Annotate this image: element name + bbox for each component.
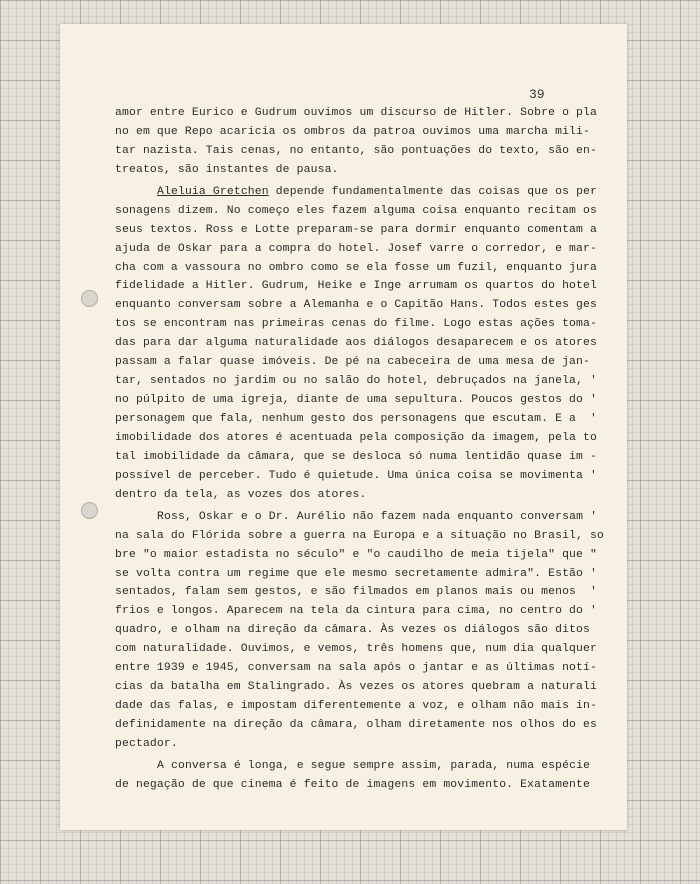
text-line: com naturalidade. Ouvimos, e vemos, três homens que, num dia qualquer (115, 643, 597, 656)
text-line (115, 183, 620, 202)
text-line: personagem que fala, nenhum gesto dos personagens que escutam. E a ' (115, 413, 597, 425)
punch-hole-top (81, 290, 98, 307)
text-line: sentados, falam sem gestos, e são filmados em planos mais ou menos ' (115, 586, 597, 599)
film-title: Aleluia Gretchen (157, 185, 269, 198)
text-line: tar, sentados no jardim ou no salão do hotel, debruçados na janela, ' (115, 375, 597, 388)
page-number: 39 (529, 87, 545, 102)
paragraph-3 (115, 508, 620, 754)
text-line: quadro, e olham na direção da câmara. Às vezes os diálogos são ditos (115, 624, 591, 637)
text-line: fidelidade a Hitler. Gudrum, Heike e Inge arrumam os quartos do hotel (115, 280, 597, 293)
text-line: tar nazista. Tais cenas, no entanto, são pontuações do texto, são en- (115, 144, 597, 157)
text-line: tos se encontram nas primeiras cenas do filme. Logo estas ações toma- (115, 318, 597, 331)
text-line: frios e longos. Aparecem na tela da cintura para cima, no centro do ' (115, 605, 597, 618)
text-line: enquanto conversam sobre a Alemanha e o Capitão Hans. Todos estes ges (115, 299, 597, 312)
text-line: no em que Repo acaricia os ombros da patroa ouvimos uma marcha mili- (115, 125, 591, 138)
text-line: imobilidade dos atores é acentuada pela composição da imagem, pela to (115, 431, 597, 444)
text-line: se volta contra um regime que ele mesmo secretamente admira". Estão ' (115, 567, 597, 580)
text-line: ajuda de Oskar para a compra do hotel. Josef varre o corredor, e mar- (115, 242, 597, 255)
text-line: pectador. (115, 737, 178, 750)
text-line: cha com a vassoura no ombro como se ela fosse um fuzil, enquanto jura (115, 261, 597, 274)
text-line: de negação de que cinema é feito de imagens em movimento. Exatamente (115, 778, 591, 791)
text-line: definidamente na direção da câmara, olham diretamente nos olhos do es (115, 719, 597, 731)
text-line: sonagens dizem. No começo eles fazem alguma coisa enquanto recitam os (115, 204, 597, 217)
text-line-rest: depende fundamentalmente das coisas que os per (268, 185, 598, 198)
paragraph-2 (115, 183, 620, 505)
paragraph-1 (115, 104, 620, 180)
text-line: cias da batalha em Stalingrado. Às vezes os atores quebram a naturali (115, 681, 597, 694)
text-line: dentro da tela, as vozes dos atores. (115, 488, 367, 501)
text-line: bre "o maior estadista no século" e "o caudilho de meia tijela" que " (115, 548, 597, 561)
text-line: passam a falar quase imóveis. De pé na cabeceira de uma mesa de jan- (115, 356, 591, 369)
text-line: possível de perceber. Tudo é quietude. Uma única coisa se movimenta ' (115, 469, 597, 482)
text-line: A conversa é longa, e segue sempre assim, parada, numa espécie (157, 759, 591, 772)
typed-text-body (115, 104, 620, 795)
text-line: das para dar alguma naturalidade aos diálogos desaparecem e os atores (115, 337, 597, 350)
text-line: amor entre Eurico e Gudrum ouvimos um discurso de Hitler. Sobre o pla (115, 107, 597, 119)
document-page (60, 24, 627, 830)
text-line: tal imobilidade da câmara, que se desloca só numa lentidão quase im - (115, 450, 597, 463)
paragraph-4 (115, 757, 620, 795)
text-line: treatos, são instantes de pausa. (115, 163, 339, 176)
text-line: dade das falas, e impostam diferentemente a voz, e olham não mais in- (115, 700, 597, 713)
text-line: no púlpito de uma igreja, diante de uma sepultura. Poucos gestos do ' (115, 394, 597, 407)
text-line: entre 1939 e 1945, conversam na sala após o jantar e as últimas notí- (115, 662, 597, 675)
text-line: seus textos. Ross e Lotte preparam-se para dormir enquanto comentam a (115, 223, 597, 236)
punch-hole-bottom (81, 502, 98, 519)
text-line: na sala do Flórida sobre a guerra na Europa e a situação no Brasil, so (115, 529, 604, 542)
text-line: Ross, Oskar e o Dr. Aurélio não fazem nada enquanto conversam ' (157, 510, 598, 523)
